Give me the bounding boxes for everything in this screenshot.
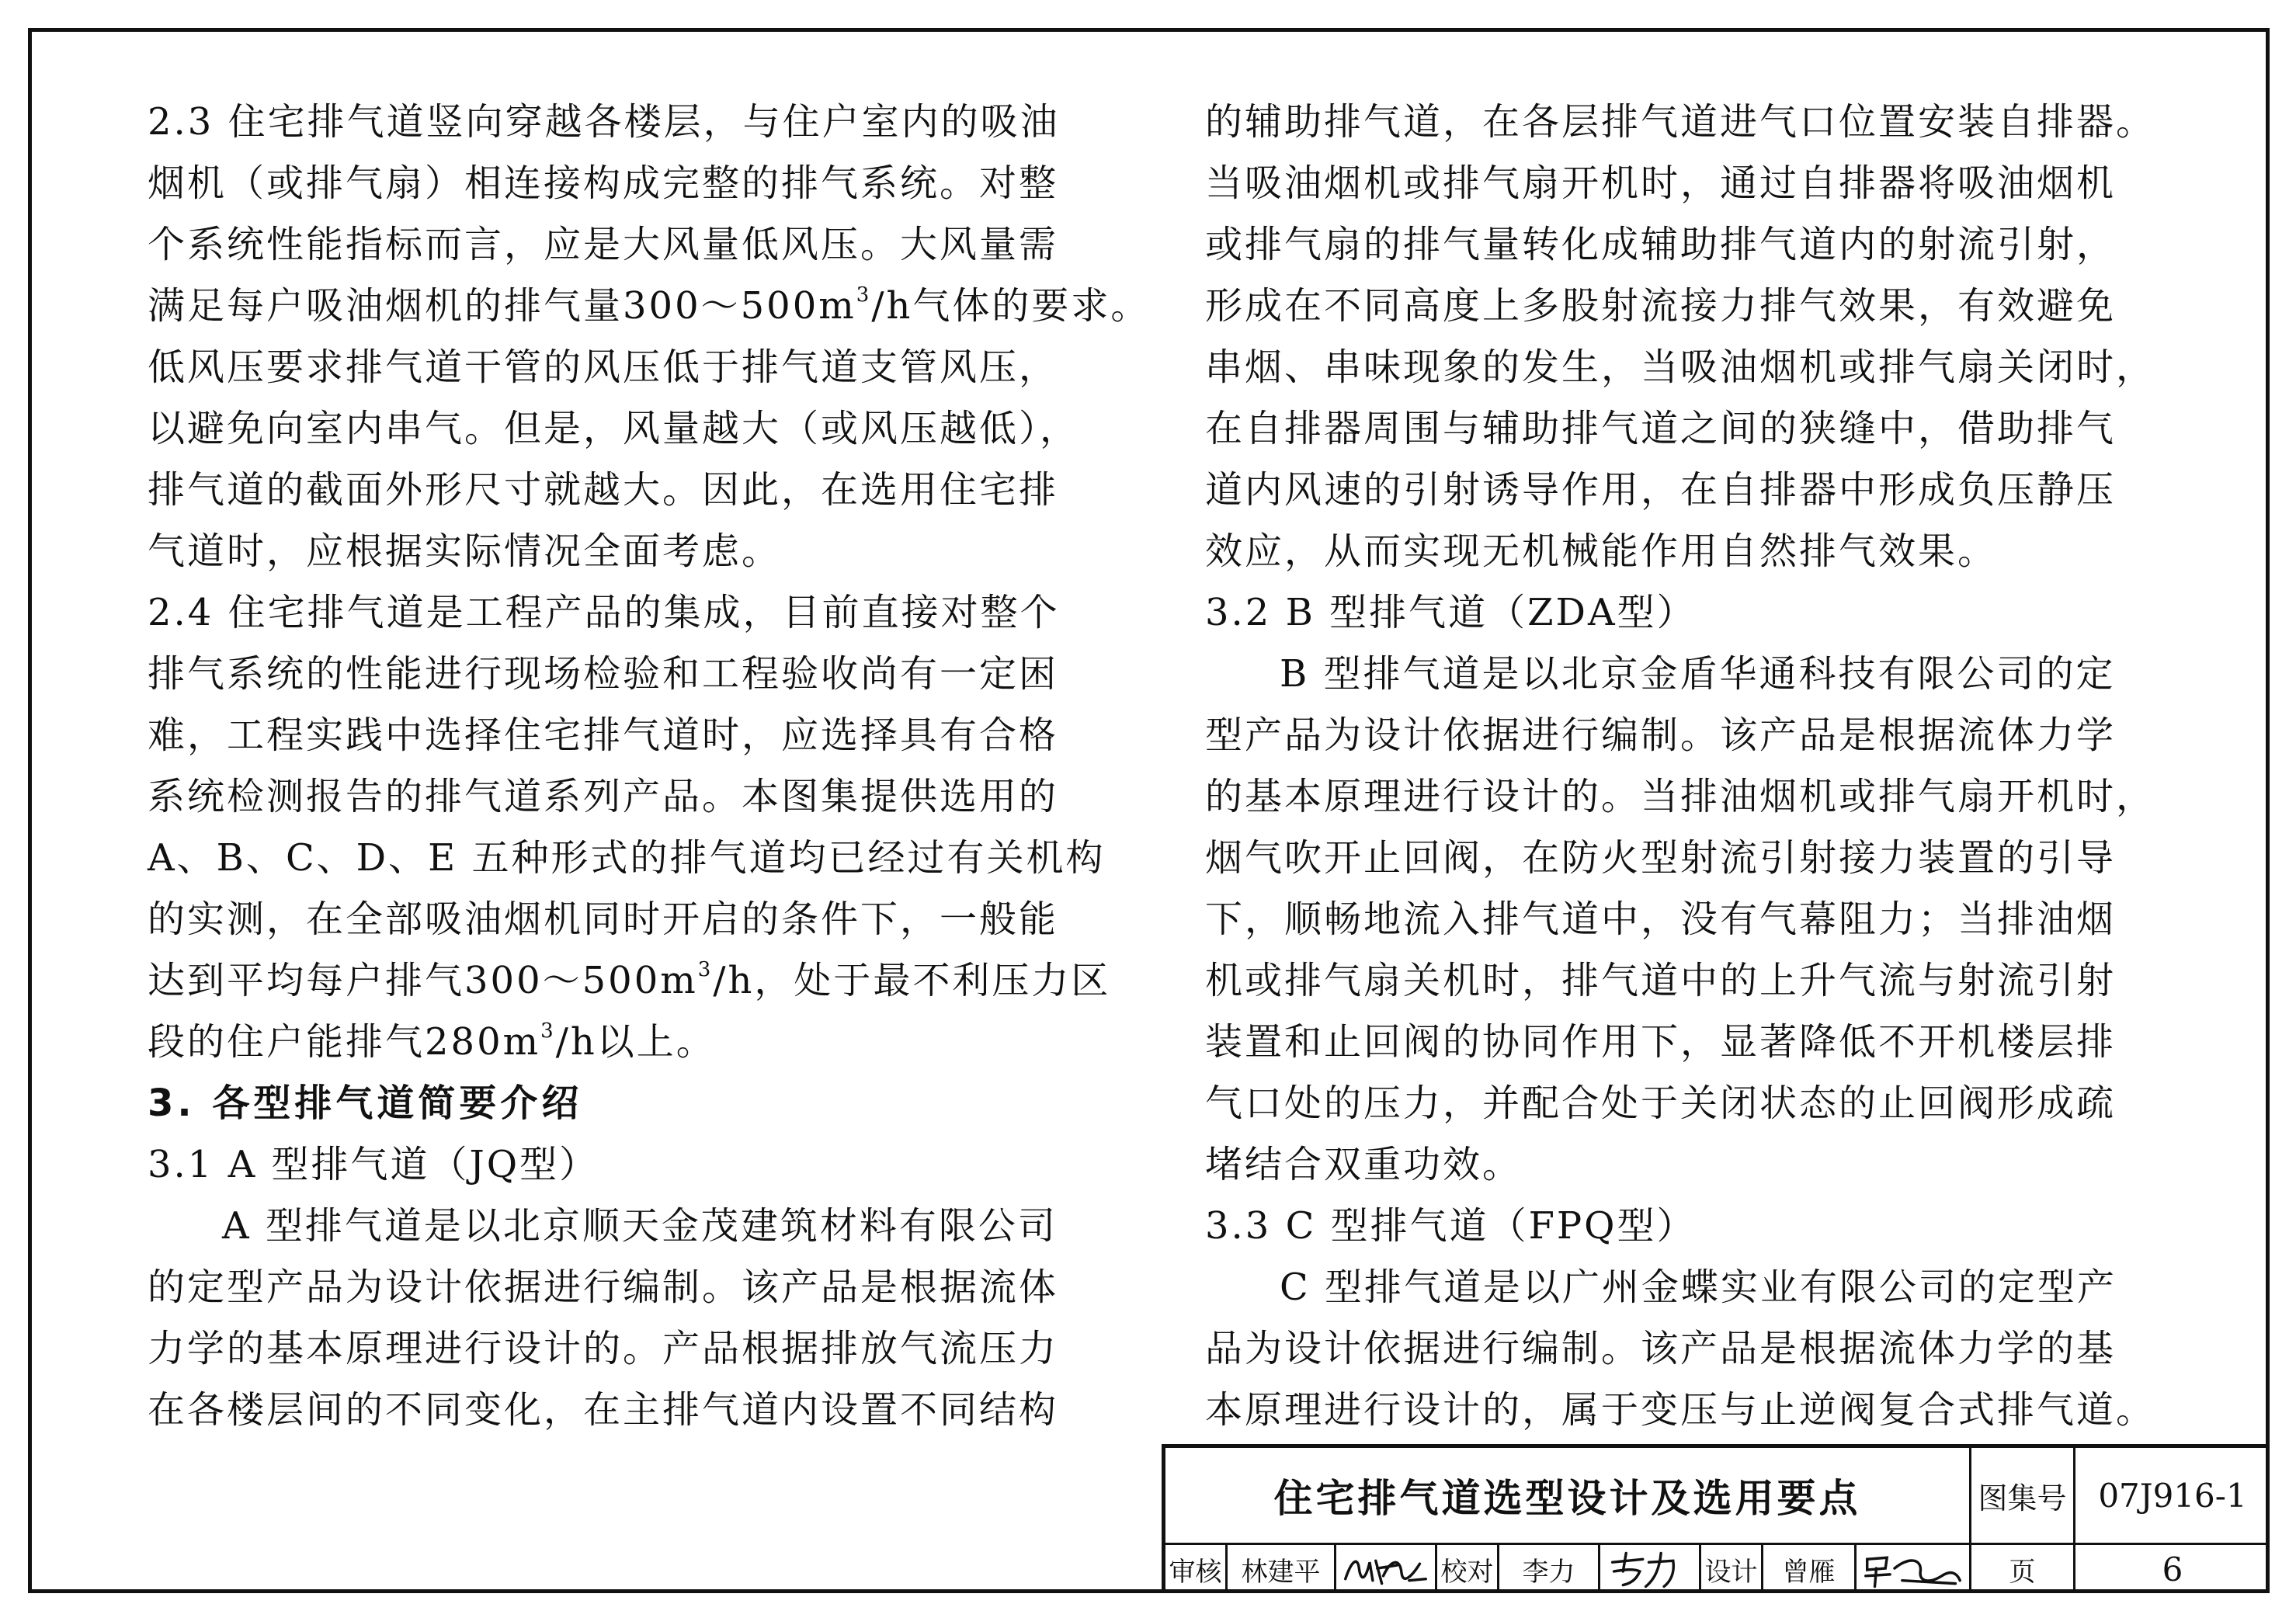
left-paragraph-line: 以避免向室内串气。但是，风量越大（或风压越低）， bbox=[148, 407, 1080, 450]
text-fragment: /h以上。 bbox=[555, 1020, 716, 1064]
right-paragraph-line: B 型排气道是以北京金盾华通科技有限公司的定 bbox=[1280, 652, 2116, 696]
drawing-title: 住宅排气道选型设计及选用要点 bbox=[1165, 1448, 1971, 1543]
unit-superscript: 3 bbox=[856, 283, 872, 307]
right-paragraph-line: 形成在不同高度上多股射流接力排气效果，有效避免 bbox=[1205, 284, 2117, 328]
left-paragraph-line: 2.4 住宅排气道是工程产品的集成，目前直接对整个 bbox=[148, 591, 1060, 634]
left-paragraph-line: A 型排气道是以北京顺天金茂建筑材料有限公司 bbox=[222, 1204, 1058, 1248]
reviewer-signature bbox=[1336, 1545, 1437, 1593]
checker-signature bbox=[1600, 1545, 1701, 1593]
left-paragraph-line: 难，工程实践中选择住宅排气道时，应选择具有合格 bbox=[148, 714, 1059, 757]
right-paragraph-line: 装置和止回阀的协同作用下，显著降低不开机楼层排 bbox=[1205, 1020, 2117, 1064]
review-label: 审核 bbox=[1165, 1545, 1228, 1593]
text-fragment: 满足每户吸油烟机的排气量300～500m bbox=[148, 284, 856, 328]
right-paragraph-line: 品为设计依据进行编制。该产品是根据流体力学的基 bbox=[1205, 1327, 2117, 1370]
left-paragraph-line: 低风压要求排气道干管的风压低于排气道支管风压， bbox=[148, 345, 1059, 389]
left-paragraph-line: 力学的基本原理进行设计的。产品根据排放气流压力 bbox=[148, 1327, 1059, 1370]
left-paragraph-line: 的实测，在全部吸油烟机同时开启的条件下，一般能 bbox=[148, 898, 1059, 941]
page-number: 6 bbox=[2162, 1550, 2183, 1588]
right-paragraph-line: 的辅助排气道，在各层排气道进气口位置安装自排器。 bbox=[1205, 100, 2156, 144]
atlas-number-label: 图集号 bbox=[1971, 1448, 2075, 1543]
left-paragraph-line bbox=[148, 950, 1111, 1012]
right-text-column bbox=[1205, 92, 2156, 1441]
text-fragment: /h气体的要求。 bbox=[871, 284, 1151, 328]
reviewer-name: 林建平 bbox=[1228, 1545, 1336, 1593]
left-paragraph-line: 排气系统的性能进行现场检验和工程验收尚有一定困 bbox=[148, 652, 1059, 696]
designer-name: 曾雁 bbox=[1763, 1545, 1857, 1593]
right-paragraph-line: 本原理进行设计的，属于变压与止逆阀复合式排气道。 bbox=[1205, 1388, 2156, 1432]
left-paragraph-line: 在各楼层间的不同变化，在主排气道内设置不同结构 bbox=[148, 1388, 1059, 1432]
right-paragraph-line: 在自排器周围与辅助排气道之间的狭缝中，借助排气 bbox=[1205, 407, 2117, 450]
left-paragraph-line: 3.1 A 型排气道（JQ型） bbox=[148, 1143, 599, 1186]
left-paragraph-line: 气道时，应根据实际情况全面考虑。 bbox=[148, 529, 782, 573]
right-paragraph-line: 的基本原理进行设计的。当排油烟机或排气扇开机时， bbox=[1205, 775, 2156, 818]
right-paragraph-line: 串烟、串味现象的发生，当吸油烟机或排气扇关闭时， bbox=[1205, 345, 2156, 389]
right-paragraph-line: 效应，从而实现无机械能作用自然排气效果。 bbox=[1205, 529, 1998, 573]
left-paragraph-line: 排气道的截面外形尺寸就越大。因此，在选用住宅排 bbox=[148, 468, 1059, 512]
atlas-number: 07J916-1 bbox=[2098, 1476, 2247, 1515]
right-paragraph-line: 下，顺畅地流入排气道中，没有气幕阻力；当排油烟 bbox=[1205, 898, 2117, 941]
design-label: 设计 bbox=[1701, 1545, 1763, 1593]
title-block-signature-row bbox=[1165, 1545, 2270, 1593]
right-paragraph-line: 道内风速的引射诱导作用，在自排器中形成负压静压 bbox=[1205, 468, 2117, 512]
right-paragraph-line: 烟气吹开止回阀，在防火型射流引射接力装置的引导 bbox=[1205, 836, 2117, 880]
right-paragraph-line: 3.2 B 型排气道（ZDA型） bbox=[1205, 591, 1697, 634]
right-paragraph-line: 型产品为设计依据进行编制。该产品是根据流体力学 bbox=[1205, 714, 2117, 757]
check-label: 校对 bbox=[1437, 1545, 1499, 1593]
left-text-column bbox=[148, 92, 1151, 1441]
left-paragraph-line: 个系统性能指标而言，应是大风量低风压。大风量需 bbox=[148, 223, 1059, 266]
text-fragment: 达到平均每户排气300～500m bbox=[148, 959, 698, 1002]
designer-signature bbox=[1857, 1545, 1971, 1593]
section-heading: 3. 各型排气道简要介绍 bbox=[148, 1082, 583, 1125]
right-paragraph-line: 气口处的压力，并配合处于关闭状态的止回阀形成疏 bbox=[1205, 1082, 2117, 1125]
left-paragraph-line: A、B、C、D、E 五种形式的排气道均已经过有关机构 bbox=[148, 836, 1106, 880]
text-fragment: /h，处于最不利压力区 bbox=[713, 959, 1111, 1002]
left-paragraph-line bbox=[148, 1012, 1095, 1073]
page-label: 页 bbox=[1971, 1545, 2075, 1593]
left-paragraph-line: 烟机（或排气扇）相连接构成完整的排气系统。对整 bbox=[148, 161, 1059, 205]
title-block bbox=[1162, 1444, 2270, 1593]
unit-superscript: 3 bbox=[540, 1019, 556, 1043]
title-block-top-row bbox=[1165, 1448, 2270, 1545]
text-fragment: 段的住户能排气280m bbox=[148, 1020, 541, 1064]
right-paragraph-line: 堵结合双重功效。 bbox=[1205, 1143, 1523, 1186]
right-paragraph-line: C 型排气道是以广州金蝶实业有限公司的定型产 bbox=[1280, 1266, 2117, 1309]
unit-superscript: 3 bbox=[697, 958, 714, 981]
right-paragraph-line: 3.3 C 型排气道（FPQ型） bbox=[1205, 1204, 1697, 1248]
right-paragraph-line: 当吸油烟机或排气扇开机时，通过自排器将吸油烟机 bbox=[1205, 161, 2117, 205]
right-paragraph-line: 机或排气扇关机时，排气道中的上升气流与射流引射 bbox=[1205, 959, 2117, 1002]
left-paragraph-line: 的定型产品为设计依据进行编制。该产品是根据流体 bbox=[148, 1266, 1059, 1309]
right-paragraph-line: 或排气扇的排气量转化成辅助排气道内的射流引射， bbox=[1205, 223, 2117, 266]
left-paragraph-line: 2.3 住宅排气道竖向穿越各楼层，与住户室内的吸油 bbox=[148, 100, 1060, 144]
left-paragraph-line: 系统检测报告的排气道系列产品。本图集提供选用的 bbox=[148, 775, 1059, 818]
checker-name: 李力 bbox=[1499, 1545, 1600, 1593]
left-paragraph-line bbox=[148, 276, 1151, 337]
